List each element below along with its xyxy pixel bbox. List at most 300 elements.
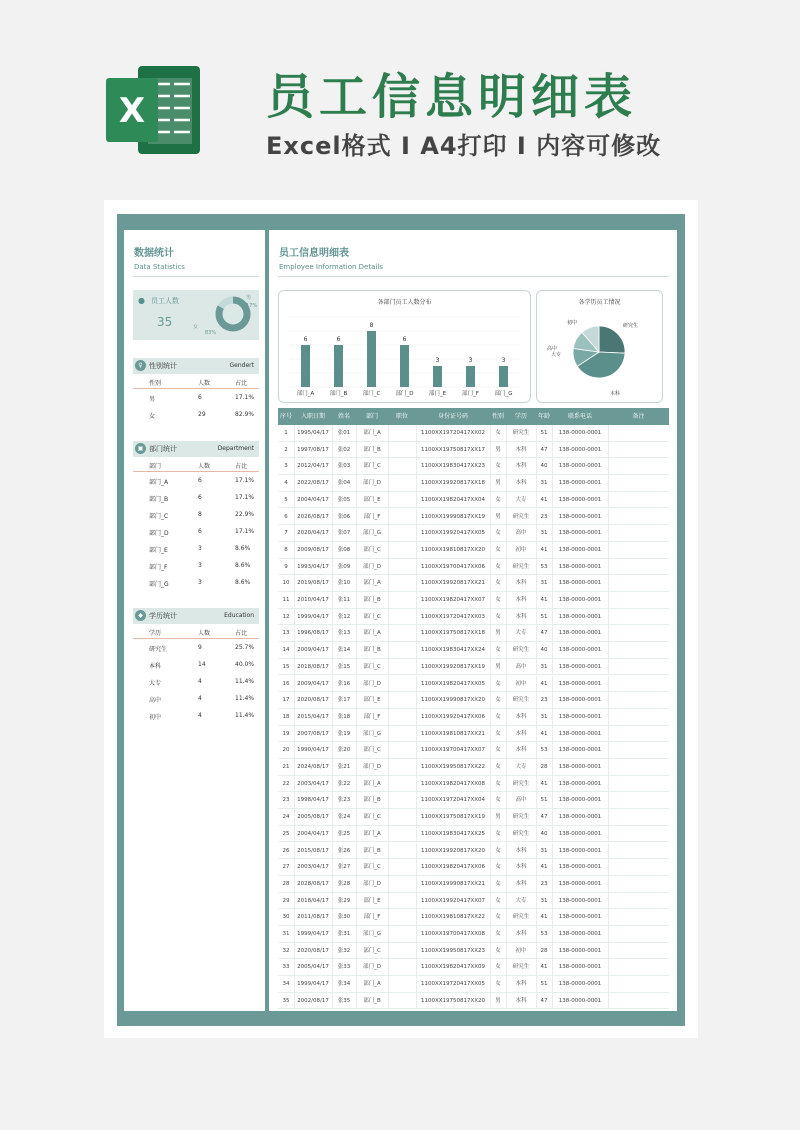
table-cell: 31	[540, 580, 548, 587]
person-icon: ●	[138, 296, 145, 305]
stat-cell: 部门_F	[149, 564, 168, 571]
table-row	[278, 492, 669, 509]
table-cell	[388, 442, 416, 458]
table-cell	[388, 709, 416, 725]
table-cell: 51	[540, 613, 548, 620]
table-cell	[608, 642, 669, 658]
dept-stats-header	[133, 441, 259, 457]
table-cell: 29	[282, 897, 290, 904]
dept-stat-row	[133, 525, 259, 542]
table-cell: 女	[495, 697, 501, 704]
column-header: 身份证号码	[437, 413, 468, 420]
bar-chart-title: 各部门员工人数分布	[377, 299, 432, 306]
table-cell	[388, 976, 416, 992]
column-header: 性别	[149, 380, 162, 387]
stat-cell: 部门_B	[149, 496, 169, 503]
table-cell: 男	[495, 630, 501, 637]
gender-stats-en: Gendert	[229, 362, 254, 369]
table-cell: 31	[282, 931, 290, 937]
table-cell: 张27	[337, 864, 351, 871]
table-cell: 男	[495, 480, 501, 487]
table-cell: 2024/08/17	[297, 764, 329, 770]
table-cell: 2002/08/17	[297, 997, 329, 1004]
table-cell: 张12	[337, 613, 351, 620]
table-cell	[608, 458, 669, 474]
stat-cell: 3	[198, 545, 202, 552]
dept-stat-row	[133, 508, 259, 525]
table-cell: 张02	[337, 446, 351, 453]
table-cell: 138-0000-0001	[558, 964, 602, 971]
stat-cell: 6	[198, 477, 202, 484]
table-cell: 13	[282, 630, 290, 637]
table-cell	[388, 959, 416, 975]
table-cell: 2005/04/17	[297, 964, 329, 971]
table-cell	[388, 525, 416, 541]
edu-stats-columns	[133, 625, 259, 639]
table-cell: 本科	[515, 747, 527, 754]
table-cell	[608, 776, 669, 792]
table-cell: 27	[282, 864, 290, 871]
table-cell: 本科	[515, 981, 527, 988]
table-cell: 1100XX19920417XX06	[420, 713, 486, 720]
table-cell: 1100XX19750817XX18	[420, 630, 486, 637]
table-cell: 10	[282, 580, 290, 587]
table-cell	[388, 542, 416, 558]
table-cell: 1100XX19920417XX05	[420, 530, 486, 537]
table-cell: 高中	[515, 797, 527, 804]
table-cell: 138-0000-0001	[558, 563, 602, 570]
table-cell: 女	[495, 496, 501, 503]
table-cell: 张15	[337, 663, 351, 670]
table-cell: 1100XX19990817XX21	[420, 880, 486, 887]
table-cell: 1100XX19720417XX02	[420, 430, 486, 436]
stat-cell: 8	[198, 511, 202, 518]
table-cell: 138-0000-0001	[558, 780, 602, 787]
column-header: 占比	[235, 380, 248, 387]
table-cell: 女	[495, 880, 501, 887]
table-cell: 本科	[515, 864, 527, 871]
stat-cell: 4	[198, 712, 202, 719]
table-cell: 张08	[337, 546, 351, 553]
table-cell	[608, 742, 669, 758]
table-row	[278, 893, 669, 910]
table-cell: 1	[284, 430, 288, 436]
table-cell: 研究生	[512, 830, 530, 837]
table-cell: 部门_C	[363, 613, 381, 620]
table-cell: 51	[540, 981, 548, 988]
table-cell: 研究生	[512, 563, 530, 570]
table-cell: 部门_F	[363, 513, 381, 520]
table-cell: 部门_D	[363, 964, 381, 971]
table-cell	[608, 625, 669, 641]
column-header: 年龄	[537, 413, 550, 420]
table-cell: 138-0000-0001	[558, 847, 602, 854]
donut-legend-label: 男	[246, 295, 252, 301]
edu-stat-row	[133, 641, 259, 658]
table-cell: 35	[282, 997, 290, 1004]
table-cell: 32	[282, 947, 290, 954]
table-cell: 研究生	[512, 780, 530, 787]
divider	[278, 276, 669, 277]
table-cell: 23	[540, 513, 548, 520]
dept-stats-columns	[133, 458, 259, 472]
stat-cell: 4	[198, 678, 202, 685]
bar	[301, 345, 310, 387]
stat-cell: 8.6%	[235, 579, 251, 586]
table-cell	[388, 776, 416, 792]
table-cell: 研究生	[512, 914, 530, 921]
table-cell: 1100XX19830417XX24	[420, 647, 486, 654]
table-cell: 部门_F	[363, 713, 381, 720]
table-cell: 138-0000-0001	[558, 463, 602, 470]
table-cell: 2018/04/17	[297, 897, 329, 904]
table-cell	[608, 993, 669, 1009]
table-cell: 张01	[337, 430, 351, 436]
table-cell	[388, 692, 416, 708]
stat-cell: 8.6%	[235, 545, 251, 552]
table-cell: 女	[495, 747, 501, 754]
table-cell: 138-0000-0001	[558, 713, 602, 720]
table-cell: 28	[540, 947, 548, 954]
table-cell: 1999/04/17	[297, 931, 329, 937]
pie-label: 大专	[550, 352, 561, 358]
employee-count-value: 35	[157, 315, 173, 329]
table-cell: 张19	[337, 730, 351, 737]
table-cell: 138-0000-0001	[558, 680, 602, 687]
table-cell: 138-0000-0001	[558, 864, 602, 871]
table-cell	[608, 709, 669, 725]
table-cell: 初中	[515, 947, 527, 954]
table-cell: 部门_A	[363, 830, 381, 837]
table-cell: 51	[540, 797, 548, 804]
table-cell: 张14	[337, 647, 351, 654]
table-cell: 40	[540, 830, 548, 837]
table-cell: 张24	[337, 814, 351, 821]
table-cell	[388, 809, 416, 825]
table-cell: 1100XX19830417XX25	[420, 830, 486, 837]
table-cell: 本科	[515, 463, 527, 470]
table-cell	[608, 442, 669, 458]
edu-pie-chart-card	[536, 290, 663, 403]
column-header: 人数	[198, 463, 211, 470]
table-cell: 53	[540, 747, 548, 754]
table-cell: 部门_A	[363, 981, 381, 988]
table-cell: 1100XX19830417XX23	[420, 463, 486, 470]
table-cell: 138-0000-0001	[558, 630, 602, 637]
dept-stats-en: Department	[217, 445, 254, 452]
table-cell	[388, 876, 416, 892]
table-cell: 部门_G	[362, 931, 381, 937]
stat-cell: 40.0%	[235, 661, 255, 668]
table-cell	[388, 993, 416, 1009]
statistics-subtitle: Data Statistics	[134, 263, 185, 271]
table-cell: 138-0000-0001	[558, 981, 602, 988]
table-cell: 本科	[515, 480, 527, 487]
table-cell: 研究生	[512, 964, 530, 971]
table-cell: 张22	[337, 780, 351, 787]
table-cell: 17	[282, 697, 290, 704]
page-title: 员工信息明细表	[266, 69, 638, 125]
table-cell: 研究生	[512, 697, 530, 704]
table-cell: 女	[495, 563, 501, 570]
table-cell: 部门_B	[363, 446, 381, 453]
table-cell: 1100XX19820417XX05	[420, 680, 486, 687]
table-row	[278, 625, 669, 642]
table-cell: 女	[495, 647, 501, 654]
table-cell: 2015/08/17	[297, 847, 329, 854]
table-cell: 1100XX19990817XX19	[420, 513, 486, 520]
table-cell	[608, 859, 669, 875]
table-cell: 1100XX19950817XX22	[420, 764, 486, 770]
table-cell: 张30	[337, 914, 351, 921]
table-cell	[388, 475, 416, 491]
table-cell: 1100XX19920817XX21	[420, 580, 486, 587]
table-cell: 2009/04/17	[297, 647, 329, 654]
dept-stat-row	[133, 474, 259, 491]
table-cell: 1100XX19750817XX20	[420, 997, 486, 1004]
edu-stat-row	[133, 658, 259, 675]
table-cell	[388, 642, 416, 658]
table-cell: 本科	[515, 713, 527, 720]
table-cell: 男	[495, 663, 501, 670]
table-cell: 1100XX19810817XX21	[420, 730, 486, 737]
table-cell	[388, 926, 416, 942]
table-cell	[608, 525, 669, 541]
table-cell: 女	[495, 680, 501, 687]
table-row	[278, 759, 669, 776]
table-cell: 1100XX19820417XX04	[420, 496, 486, 503]
bar-value-label: 6	[402, 336, 407, 343]
table-cell: 1100XX19700417XX06	[420, 563, 486, 570]
table-cell: 部门_G	[362, 530, 381, 537]
table-cell	[388, 676, 416, 692]
dept-stats-title: 部门统计	[149, 445, 177, 453]
divider	[133, 276, 259, 277]
hero-banner	[0, 0, 800, 190]
stat-cell: 部门_D	[149, 530, 169, 537]
table-row	[278, 826, 669, 843]
table-cell: 138-0000-0001	[558, 430, 602, 436]
table-cell: 女	[495, 780, 501, 787]
column-header: 学历	[514, 413, 527, 420]
table-cell: 1999/04/17	[297, 981, 329, 988]
gender-stat-row	[133, 408, 259, 425]
table-cell: 张06	[337, 513, 351, 520]
table-cell	[608, 826, 669, 842]
table-cell: 2020/08/17	[297, 947, 329, 954]
table-row	[278, 575, 669, 592]
table-cell: 初中	[515, 546, 527, 553]
stat-cell: 17.1%	[235, 528, 255, 535]
table-cell: 15	[282, 663, 290, 670]
table-cell: 138-0000-0001	[558, 513, 602, 520]
pie-chart-title: 各学历员工情况	[578, 299, 621, 306]
table-cell: 部门_C	[363, 864, 381, 871]
table-cell: 31	[540, 480, 548, 487]
education-icon: ◆	[135, 610, 146, 621]
table-row	[278, 943, 669, 960]
stat-cell: 高中	[149, 697, 162, 704]
x-tick-label: 部门_E	[428, 391, 447, 397]
table-cell: 11	[282, 597, 290, 603]
table-cell: 大专	[515, 764, 527, 770]
bar-value-label: 8	[369, 322, 374, 329]
stat-cell: 6	[198, 394, 202, 401]
details-panel	[269, 230, 677, 1011]
table-cell	[388, 609, 416, 625]
table-row	[278, 843, 669, 860]
table-cell: 138-0000-0001	[558, 480, 602, 487]
table-cell: 41	[540, 864, 548, 871]
table-cell: 41	[540, 546, 548, 553]
table-cell: 本科	[515, 446, 527, 453]
stat-cell: 11.4%	[235, 712, 255, 719]
dept-bar-chart-card	[278, 290, 531, 403]
bar-value-label: 3	[468, 357, 473, 364]
table-cell: 2028/08/17	[297, 880, 329, 887]
table-cell: 本科	[515, 730, 527, 737]
stat-cell: 11.4%	[235, 695, 255, 702]
table-cell: 研究生	[512, 513, 530, 520]
table-cell: 2004/04/17	[297, 830, 329, 837]
edu-stat-row	[133, 692, 259, 709]
dept-stat-row	[133, 559, 259, 576]
table-cell: 部门_C	[363, 814, 381, 821]
stat-cell: 14	[198, 661, 206, 668]
table-cell: 1997/08/17	[297, 446, 329, 453]
table-row	[278, 876, 669, 893]
bar	[400, 345, 409, 387]
table-cell	[388, 893, 416, 909]
bar-value-label: 6	[336, 336, 341, 343]
table-cell: 张04	[337, 480, 351, 487]
stat-cell: 大专	[149, 680, 162, 687]
table-cell: 31	[540, 530, 548, 537]
edu-pie-chart	[537, 291, 662, 402]
table-cell: 部门_C	[363, 546, 381, 553]
stat-cell: 初中	[149, 714, 162, 721]
table-cell: 张26	[337, 847, 351, 854]
table-cell: 部门_B	[363, 647, 381, 654]
table-cell: 张07	[337, 530, 351, 537]
table-cell	[388, 575, 416, 591]
table-cell: 女	[495, 597, 501, 603]
table-row	[278, 525, 669, 542]
table-cell	[388, 425, 416, 441]
table-cell: 41	[540, 914, 548, 921]
table-cell: 1100XX19820417XX06	[420, 864, 486, 871]
table-cell: 部门_F	[363, 914, 381, 921]
table-cell: 男	[495, 513, 501, 520]
table-cell: 部门_C	[363, 947, 381, 954]
table-row	[278, 542, 669, 559]
table-cell	[608, 809, 669, 825]
table-cell: 41	[540, 780, 548, 787]
table-cell	[608, 676, 669, 692]
excel-logo-letter: X	[118, 91, 146, 131]
table-cell: 女	[495, 830, 501, 837]
table-cell: 本科	[515, 880, 527, 887]
table-cell: 138-0000-0001	[558, 997, 602, 1004]
table-cell: 女	[495, 897, 501, 904]
table-cell: 张09	[337, 563, 351, 570]
stat-cell: 部门_G	[149, 581, 169, 588]
table-cell	[388, 458, 416, 474]
edu-stat-row	[133, 675, 259, 692]
table-cell: 本科	[515, 613, 527, 620]
table-cell	[608, 843, 669, 859]
table-cell: 部门_A	[363, 430, 381, 436]
table-cell: 1100XX19750817XX19	[420, 814, 486, 821]
table-cell: 女	[495, 530, 501, 537]
table-cell: 部门_D	[363, 680, 381, 687]
table-cell: 女	[495, 864, 501, 871]
edu-stat-row	[133, 709, 259, 726]
dept-bar-chart	[279, 291, 530, 402]
stat-cell: 研究生	[149, 646, 168, 653]
table-cell: 138-0000-0001	[558, 730, 602, 737]
dept-stat-row	[133, 491, 259, 508]
details-title: 员工信息明细表	[279, 248, 349, 259]
table-cell: 2	[284, 446, 288, 453]
table-cell: 女	[495, 947, 501, 954]
table-row	[278, 742, 669, 759]
table-cell: 部门_B	[363, 997, 381, 1004]
table-row	[278, 559, 669, 576]
table-cell: 138-0000-0001	[558, 931, 602, 937]
table-cell: 女	[495, 430, 501, 436]
table-cell: 138-0000-0001	[558, 647, 602, 654]
table-cell	[388, 509, 416, 525]
bar	[466, 366, 475, 387]
table-row	[278, 609, 669, 626]
table-cell: 138-0000-0001	[558, 446, 602, 453]
table-cell: 23	[540, 880, 548, 887]
table-cell: 女	[495, 463, 501, 470]
table-cell	[608, 959, 669, 975]
stat-cell: 11.4%	[235, 678, 255, 685]
pie-label: 研究生	[623, 323, 639, 329]
details-subtitle: Employee Information Details	[279, 263, 383, 271]
table-row	[278, 676, 669, 693]
table-cell: 2012/04/17	[297, 463, 329, 470]
table-cell: 部门_E	[363, 697, 381, 704]
column-header: 姓名	[337, 413, 350, 420]
table-cell: 31	[540, 897, 548, 904]
dept-stat-row	[133, 576, 259, 593]
x-tick-label: 部门_C	[362, 391, 381, 397]
table-cell: 2007/08/17	[297, 730, 329, 737]
table-cell: 张21	[337, 764, 351, 770]
table-cell: 本科	[515, 597, 527, 603]
department-icon: ▣	[135, 443, 146, 454]
table-cell: 41	[540, 597, 548, 603]
stat-cell: 17.1%	[235, 394, 255, 401]
table-cell: 高中	[515, 530, 527, 537]
table-row	[278, 458, 669, 475]
table-cell: 16	[282, 680, 290, 687]
table-cell: 研究生	[512, 814, 530, 821]
stat-cell: 17.1%	[235, 477, 255, 484]
table-cell: 张11	[337, 597, 351, 603]
table-cell	[608, 692, 669, 708]
stat-cell: 3	[198, 562, 202, 569]
table-cell	[608, 575, 669, 591]
table-cell	[608, 726, 669, 742]
table-cell	[388, 625, 416, 641]
table-cell	[388, 792, 416, 808]
table-cell: 138-0000-0001	[558, 496, 602, 503]
